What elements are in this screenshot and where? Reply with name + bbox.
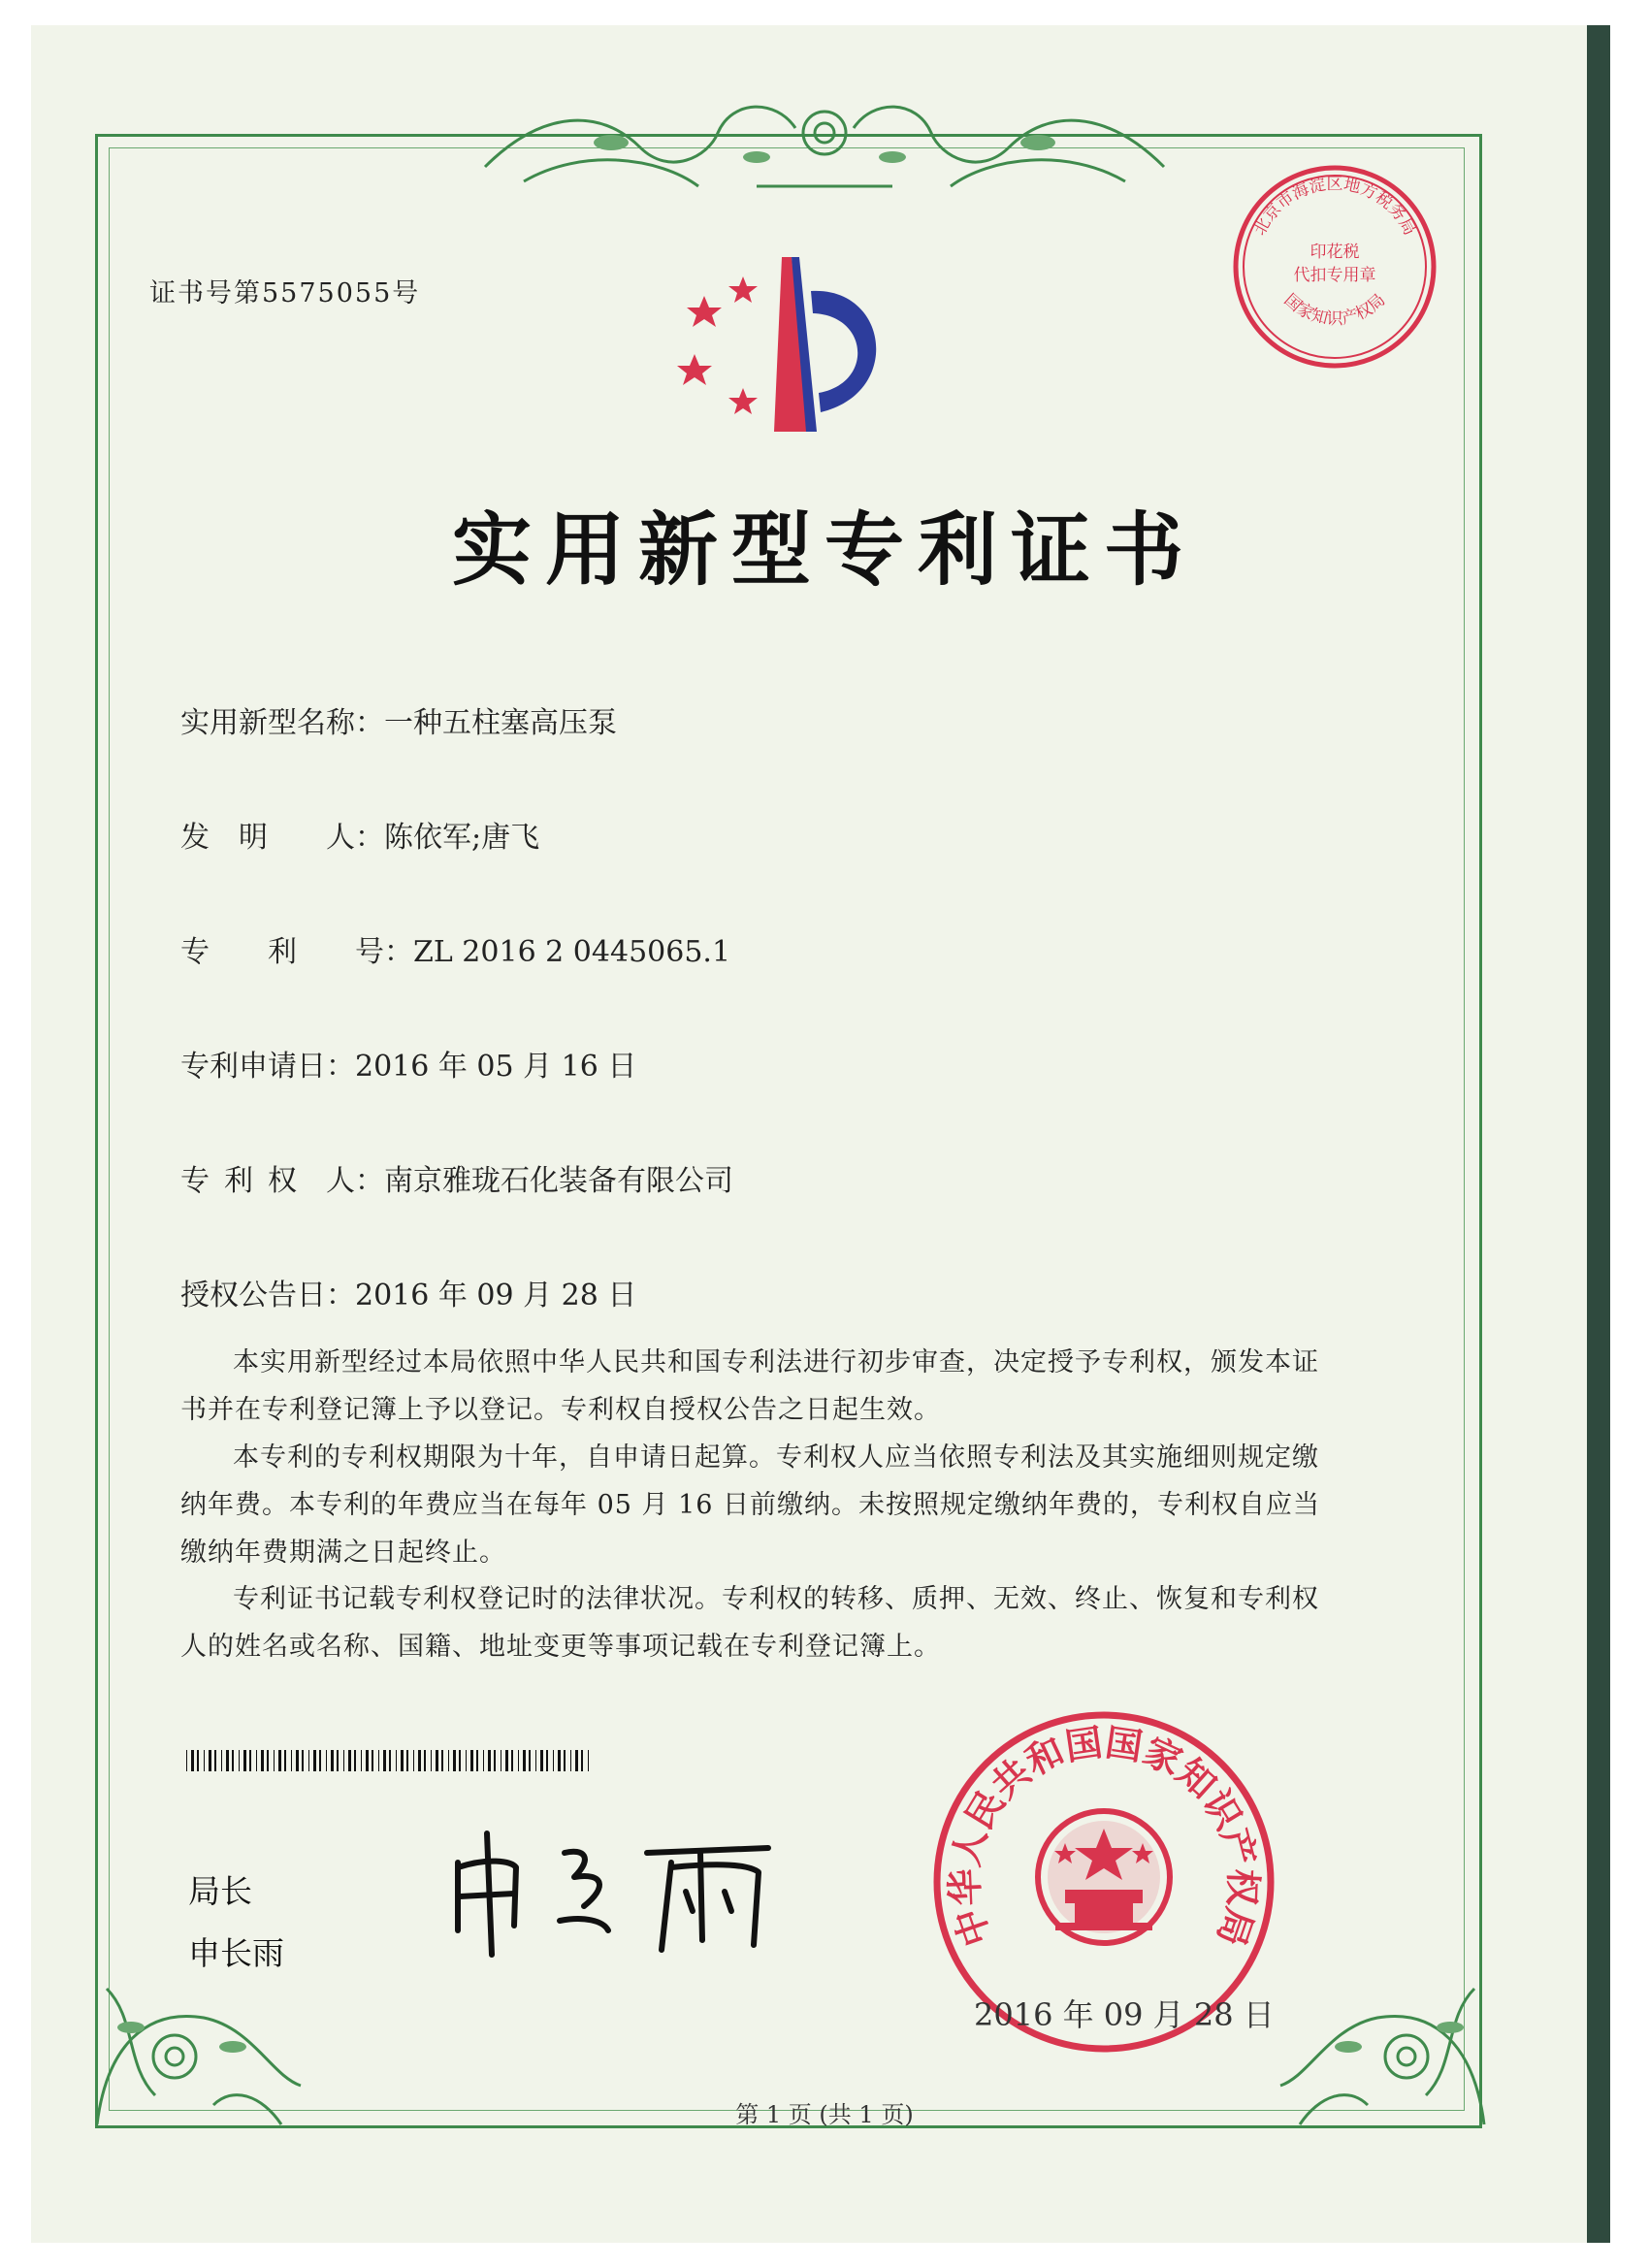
- field-label: 专 利 号：: [180, 935, 413, 969]
- director-signature: [438, 1824, 788, 1960]
- body-paragraph-3: 专利证书记载专利权登记时的法律状况。专利权的转移、质押、无效、终止、恢复和专利权人的姓名或名称、国籍、地址变更等事项记载在专利登记簿上。: [180, 1584, 1319, 1662]
- certificate-number: 证书号第5575055号: [149, 278, 421, 308]
- field-patentee: [180, 1156, 733, 1199]
- national-emblem-icon: [1038, 1811, 1170, 1943]
- field-inventors: [180, 813, 539, 856]
- binding-strip: [1587, 25, 1610, 2243]
- field-value: 南京雅珑石化装备有限公司: [384, 1164, 733, 1198]
- field-label: 实用新型名称：: [180, 706, 384, 740]
- field-grant-date: [180, 1271, 636, 1313]
- field-value: ZL 2016 2 0445065.1: [413, 935, 731, 969]
- tax-bureau-seal: [1228, 160, 1441, 373]
- field-value: 陈依军;唐飞: [384, 821, 540, 855]
- director-name: 申长雨: [188, 1934, 284, 1972]
- field-value: 2016 年 09 月 28 日: [355, 1279, 637, 1312]
- field-label: 专 利 权 人：: [180, 1164, 384, 1198]
- background-watermark: [543, 204, 1125, 262]
- field-value: 2016 年 05 月 16 日: [355, 1050, 637, 1084]
- patent-office-logo: [665, 247, 918, 441]
- field-value: 一种五柱塞高压泵: [384, 706, 617, 740]
- page-number: 第 1 页 (共 1 页): [735, 2101, 914, 2128]
- field-label: 专利申请日：: [180, 1050, 355, 1084]
- field-label: 发 明 人：: [180, 821, 384, 855]
- certificate-title: 实用新型专利证书: [451, 504, 1197, 597]
- field-label: 授权公告日：: [180, 1279, 355, 1312]
- body-paragraph-2: 本专利的专利权期限为十年，自申请日起算。专利权人应当依照专利法及其实施细则规定缴纳年费。本专利的年费应当在每年 05 月 16 日前缴纳。未按照规定缴纳年费的，专利权自应当缴纳年费期满之日起终止。: [180, 1442, 1321, 1568]
- svg-text:中华人民共和国国家知识产权局: 中华人民共和国国家知识产权局: [943, 1720, 1265, 1952]
- barcode: [186, 1750, 594, 1771]
- field-application-date: [180, 1042, 636, 1085]
- svg-text:国家知识产权局: 国家知识产权局: [1279, 290, 1390, 330]
- top-ornament: [466, 89, 1183, 196]
- body-paragraph-1: 本实用新型经过本局依照中华人民共和国专利法进行初步审查，决定授予专利权，颁发本证书并在专利登记簿上予以登记。专利权自授权公告之日起生效。: [180, 1347, 1319, 1425]
- seal-date: 2016 年 09 月 28 日: [974, 1996, 1275, 2033]
- field-utility-model-name: [180, 698, 617, 741]
- director-title: 局长: [188, 1872, 252, 1910]
- svg-text:印花税: 印花税: [1310, 243, 1360, 262]
- field-patent-number: [180, 927, 730, 970]
- svg-text:北京市海淀区地方税务局: 北京市海淀区地方税务局: [1249, 175, 1420, 240]
- svg-text:代扣专用章: 代扣专用章: [1293, 266, 1376, 285]
